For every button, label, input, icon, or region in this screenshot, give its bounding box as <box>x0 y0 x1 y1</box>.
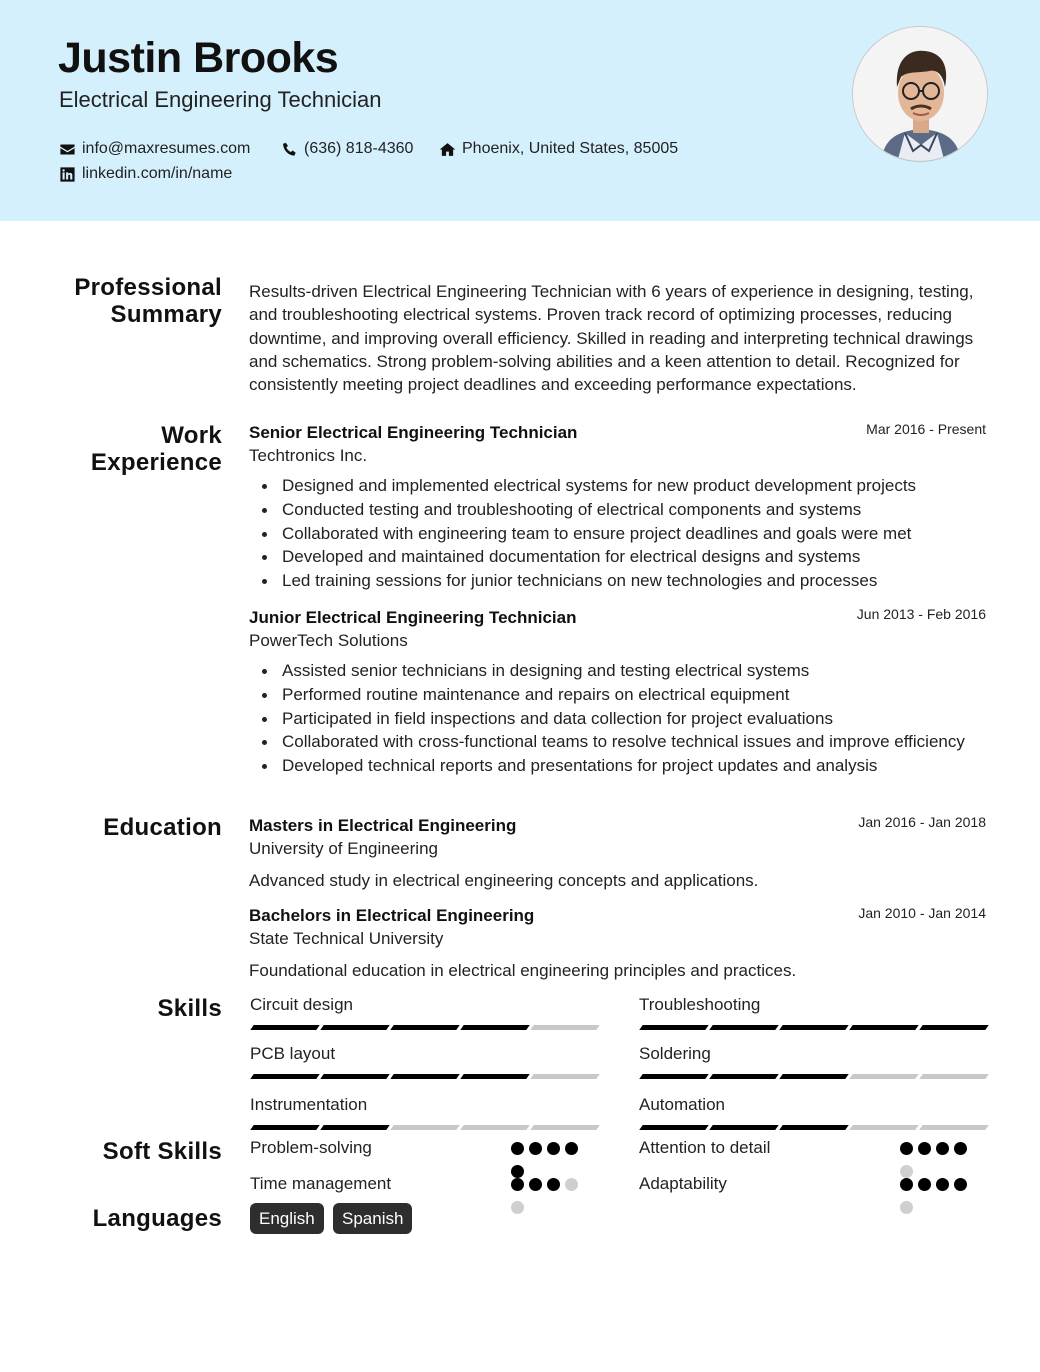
skill-level-segment <box>639 1125 709 1130</box>
soft-skill-rating <box>900 1142 972 1182</box>
skill-level-segment <box>320 1125 390 1130</box>
skill-level-segment <box>530 1125 600 1130</box>
skill-item <box>250 995 598 1018</box>
skill-level-segment <box>639 1074 709 1079</box>
rating-dot <box>511 1178 524 1191</box>
rating-dot <box>936 1178 949 1191</box>
degree-title: Masters in Electrical Engineering <box>249 816 517 835</box>
skill-level-segment <box>709 1125 779 1130</box>
skill-name: Circuit design <box>250 995 353 1014</box>
summary-text: Results-driven Electrical Engineering Technician with 6 years of experience in designing, testing, and troubleshooting electrical systems. Proven track record of optimizing processes, reducing downtime, and improving overall efficiency. Skilled in reading and interpreting technical drawings and schematics. Strong problem-solving abilities and a keen attention to detail. Recognized for consistently meeting project deadlines and exceeding performance expectations. <box>249 282 974 395</box>
skill-level-segment <box>849 1025 919 1030</box>
rating-dot <box>954 1142 967 1155</box>
skill-level-bar <box>250 1074 598 1079</box>
skill-level-bar <box>639 1125 987 1130</box>
skill-level-segment <box>460 1074 530 1079</box>
section-label-line: Summary <box>110 301 222 328</box>
list-item: Designed and implemented electrical systems for new product development projects <box>249 474 989 498</box>
location-text: Phoenix, United States, 85005 <box>462 140 679 157</box>
soft-skill-rating <box>511 1142 583 1182</box>
soft-skill-rating <box>511 1178 583 1218</box>
skill-level-segment <box>250 1125 320 1130</box>
skill-level-segment <box>530 1074 600 1079</box>
rating-dot <box>900 1178 913 1191</box>
contact-email[interactable] <box>59 140 250 158</box>
language-badge: English <box>250 1203 324 1234</box>
skill-name: Troubleshooting <box>639 995 761 1014</box>
rating-dot <box>511 1142 524 1155</box>
section-label-line: Professional <box>74 274 222 301</box>
rating-dot <box>511 1201 524 1214</box>
rating-dot <box>954 1178 967 1191</box>
list-item: Conducted testing and troubleshooting of electrical components and systems <box>249 498 989 522</box>
skill-level-segment <box>320 1074 390 1079</box>
job-dates: Jun 2013 - Feb 2016 <box>856 606 986 622</box>
skill-name: PCB layout <box>250 1044 336 1063</box>
list-item: Developed and maintained documentation for electrical designs and systems <box>249 545 989 569</box>
skill-level-segment <box>390 1025 460 1030</box>
soft-skill-name: Attention to detail <box>639 1138 771 1157</box>
rating-dot <box>529 1142 542 1155</box>
skill-level-segment <box>779 1025 849 1030</box>
list-item: Led training sessions for junior technicians on new technologies and processes <box>249 569 989 593</box>
rating-dot <box>529 1178 542 1191</box>
skill-level-segment <box>849 1125 919 1130</box>
school-name: State Technical University <box>249 929 444 948</box>
skill-level-segment <box>919 1025 989 1030</box>
list-item: Assisted senior technicians in designing and testing electrical systems <box>249 659 989 683</box>
profile-portrait-icon <box>853 27 988 162</box>
soft-skill-name: Adaptability <box>639 1174 727 1193</box>
rating-dot <box>900 1142 913 1155</box>
rating-dot <box>511 1165 524 1178</box>
section-professional-summary <box>74 274 222 328</box>
job-title: Junior Electrical Engineering Technician <box>249 608 577 627</box>
degree-dates: Jan 2016 - Jan 2018 <box>858 814 986 830</box>
job-company: Techtronics Inc. <box>249 446 368 465</box>
section-skills: Skills <box>157 995 222 1022</box>
school-name: University of Engineering <box>249 839 438 858</box>
skill-level-segment <box>390 1074 460 1079</box>
skill-level-segment <box>709 1074 779 1079</box>
soft-skill-name: Time management <box>250 1174 392 1193</box>
job-dates: Mar 2016 - Present <box>866 421 986 437</box>
skill-level-segment <box>919 1074 989 1079</box>
skill-name: Automation <box>639 1095 725 1114</box>
skill-level-segment <box>849 1074 919 1079</box>
skill-name: Instrumentation <box>250 1095 368 1114</box>
skill-level-segment <box>779 1125 849 1130</box>
rating-dot <box>936 1142 949 1155</box>
candidate-title: Electrical Engineering Technician <box>59 87 382 112</box>
skill-level-bar <box>250 1025 598 1030</box>
soft-skill-rating <box>900 1178 972 1218</box>
skill-level-segment <box>530 1025 600 1030</box>
skill-item <box>250 1044 598 1067</box>
degree-description: Advanced study in electrical engineering concepts and applications. <box>249 871 759 890</box>
list-item: Developed technical reports and presentations for project updates and analysis <box>249 754 989 778</box>
email-text: info@maxresumes.com <box>82 140 251 157</box>
rating-dot <box>547 1142 560 1155</box>
language-badge: Spanish <box>333 1203 412 1234</box>
home-icon <box>439 141 456 158</box>
rating-dot <box>900 1165 913 1178</box>
contact-linkedin[interactable] <box>59 165 232 183</box>
skill-level-segment <box>639 1025 709 1030</box>
section-label-line: Work <box>161 422 222 449</box>
skill-level-segment <box>709 1025 779 1030</box>
rating-dot <box>565 1178 578 1191</box>
rating-dot <box>900 1201 913 1214</box>
rating-dot <box>565 1142 578 1155</box>
phone-text: (636) 818-4360 <box>304 140 414 157</box>
skill-level-segment <box>460 1025 530 1030</box>
list-item: Collaborated with engineering team to ensure project deadlines and goals were met <box>249 522 989 546</box>
skill-level-segment <box>460 1125 530 1130</box>
resume-header <box>0 0 1040 221</box>
skill-name: Soldering <box>639 1044 711 1063</box>
job-company: PowerTech Solutions <box>249 631 408 650</box>
degree-description: Foundational education in electrical engineering principles and practices. <box>249 961 797 980</box>
job-bullets <box>249 474 989 593</box>
section-languages: Languages <box>92 1205 222 1232</box>
skill-level-bar <box>639 1025 987 1030</box>
job-title: Senior Electrical Engineering Technician <box>249 423 578 442</box>
rating-dot <box>547 1178 560 1191</box>
list-item: Collaborated with cross-functional teams to resolve technical issues and improve efficiency <box>249 730 989 754</box>
skill-level-segment <box>779 1074 849 1079</box>
rating-dot <box>918 1142 931 1155</box>
section-education: Education <box>103 814 222 841</box>
soft-skill-name: Problem-solving <box>250 1138 372 1157</box>
contact-location <box>439 140 678 158</box>
degree-dates: Jan 2010 - Jan 2014 <box>858 905 986 921</box>
rating-dot <box>918 1178 931 1191</box>
skill-item <box>250 1095 598 1118</box>
skill-level-segment <box>390 1125 460 1130</box>
linkedin-text: linkedin.com/in/name <box>82 165 233 182</box>
linkedin-icon <box>59 166 76 183</box>
skill-level-segment <box>919 1125 989 1130</box>
section-soft-skills: Soft Skills <box>102 1138 222 1165</box>
degree-title: Bachelors in Electrical Engineering <box>249 906 535 925</box>
phone-icon <box>281 141 298 158</box>
skill-item <box>639 1044 987 1067</box>
contact-phone[interactable] <box>281 140 413 158</box>
section-label-line: Experience <box>90 449 222 476</box>
skill-level-segment <box>250 1074 320 1079</box>
skill-level-segment <box>250 1025 320 1030</box>
list-item: Participated in field inspections and data collection for project evaluations <box>249 707 989 731</box>
skill-level-segment <box>320 1025 390 1030</box>
list-item: Performed routine maintenance and repairs on electrical equipment <box>249 683 989 707</box>
profile-photo <box>852 26 988 162</box>
skill-level-bar <box>250 1125 598 1130</box>
skill-level-bar <box>639 1074 987 1079</box>
job-bullets <box>249 659 989 778</box>
section-work-experience <box>91 422 222 476</box>
skill-item <box>639 995 987 1018</box>
skill-item <box>639 1095 987 1118</box>
candidate-name: Justin Brooks <box>58 34 339 82</box>
envelope-icon <box>59 141 76 158</box>
